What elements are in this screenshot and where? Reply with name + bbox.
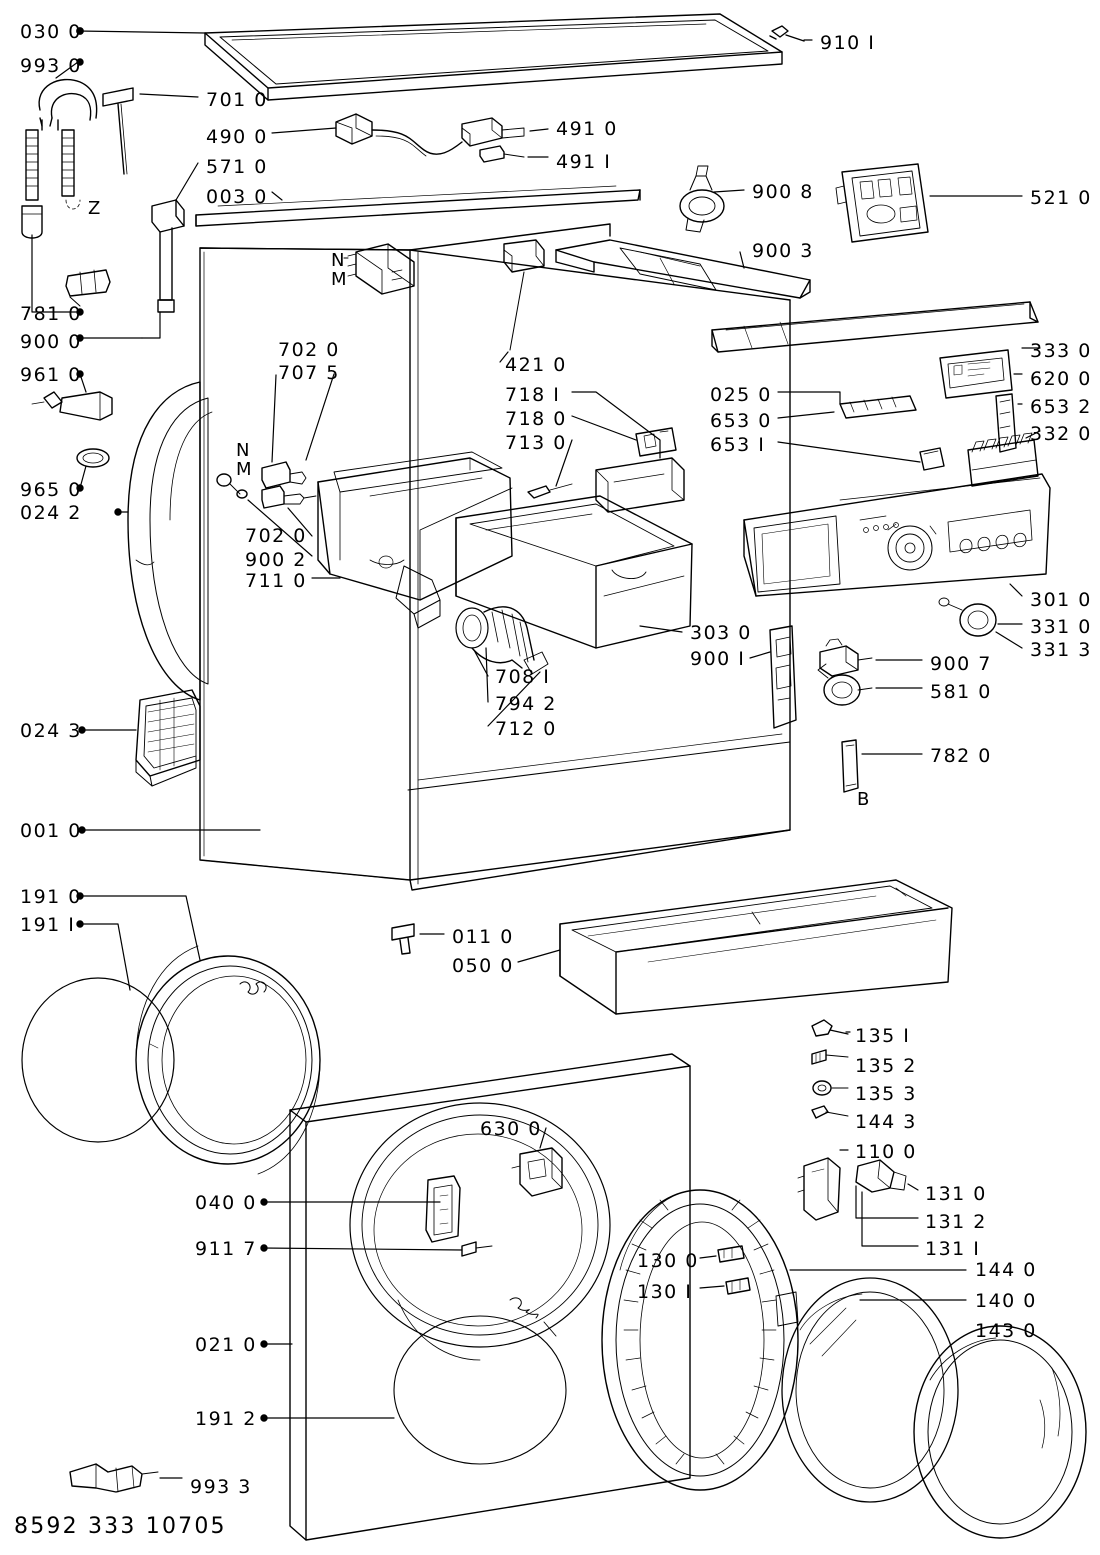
label-131-2: 131 2 — [925, 1211, 987, 1233]
label-900-3: 900 3 — [752, 240, 814, 262]
part-701-screw — [103, 88, 133, 174]
label-001-0: 001 0 — [20, 820, 82, 842]
label-491-0: 491 0 — [556, 118, 618, 140]
part-900-8-pressure-switch — [680, 166, 724, 232]
part-711-dispenser-housing — [318, 452, 512, 628]
part-040-hinge — [426, 1176, 460, 1242]
part-top-lid — [205, 14, 782, 100]
label-620-0: 620 0 — [1030, 368, 1092, 390]
mark-n-upper: N — [331, 250, 345, 271]
label-140-0: 140 0 — [975, 1290, 1037, 1312]
part-025-bracket — [840, 396, 916, 418]
label-718-0: 718 0 — [505, 408, 567, 430]
mark-z: Z — [88, 198, 101, 219]
part-993-hose — [22, 80, 97, 238]
label-131-0: 131 0 — [925, 1183, 987, 1205]
part-571-valve — [152, 200, 184, 312]
label-701-0: 701 0 — [206, 89, 268, 111]
label-332-0: 332 0 — [1030, 423, 1092, 445]
label-144-0: 144 0 — [975, 1259, 1037, 1281]
part-130-0-screw — [718, 1246, 744, 1262]
part-900-1-strip — [770, 626, 796, 728]
label-965-0: 965 0 — [20, 479, 82, 501]
part-333-rail — [712, 302, 1038, 352]
label-993-3: 993 3 — [190, 1476, 252, 1498]
part-421-connector — [504, 240, 544, 350]
label-708-1: 708 I — [495, 666, 551, 688]
label-491-1: 491 I — [556, 151, 612, 173]
label-191-0: 191 0 — [20, 886, 82, 908]
part-490-cord — [336, 114, 462, 156]
label-130-1: 130 I — [637, 1281, 693, 1303]
part-131-0-latch — [856, 1160, 906, 1192]
label-702-0-a: 702 0 — [278, 339, 340, 361]
label-144-3: 144 3 — [855, 1111, 917, 1133]
label-911-7: 911 7 — [195, 1238, 257, 1260]
label-021-0: 021 0 — [195, 1334, 257, 1356]
label-910-1: 910 I — [820, 32, 876, 54]
label-718-1: 718 I — [505, 384, 561, 406]
label-191-1: 191 I — [20, 914, 76, 936]
label-040-0: 040 0 — [195, 1192, 257, 1214]
label-131-1: 131 I — [925, 1238, 981, 1260]
label-024-2: 024 2 — [20, 502, 82, 524]
label-421-0: 421 0 — [505, 354, 567, 376]
part-911-7-screw — [462, 1242, 492, 1256]
part-718-cover — [596, 458, 684, 512]
label-794-2: 794 2 — [495, 693, 557, 715]
part-130-door-ring — [602, 1190, 798, 1490]
part-653-1-clip — [920, 448, 944, 470]
label-130-0: 130 0 — [637, 1250, 699, 1272]
label-303-0: 303 0 — [690, 622, 752, 644]
part-011-screw — [392, 924, 414, 954]
label-581-0: 581 0 — [930, 681, 992, 703]
mark-m-lower: M — [236, 459, 253, 480]
label-653-1: 653 I — [710, 434, 766, 456]
label-003-0: 003 0 — [206, 186, 268, 208]
label-713-0: 713 0 — [505, 432, 567, 454]
part-491-terminal — [480, 146, 524, 162]
label-110-0: 110 0 — [855, 1141, 917, 1163]
part-spring-left — [240, 982, 266, 994]
part-spring-right — [510, 1298, 556, 1336]
part-993-3-clamp — [70, 1464, 158, 1492]
label-135-3: 135 3 — [855, 1083, 917, 1105]
part-140-door-glass — [782, 1278, 958, 1502]
part-521-module — [836, 164, 928, 242]
part-630-lock — [512, 1148, 562, 1196]
label-993-0: 993 0 — [20, 55, 82, 77]
label-521-0: 521 0 — [1030, 187, 1092, 209]
part-702-fitting — [262, 486, 316, 508]
part-900-clip — [66, 270, 110, 296]
label-331-0: 331 0 — [1030, 616, 1092, 638]
label-782-0: 782 0 — [930, 745, 992, 767]
part-332-0-terminal-block — [968, 433, 1038, 486]
part-910-screw — [770, 26, 804, 41]
part-valve-block — [348, 244, 414, 294]
label-050-0: 050 0 — [452, 955, 514, 977]
mark-n-lower: N — [236, 440, 250, 461]
label-571-0: 571 0 — [206, 156, 268, 178]
part-900-7-connector — [820, 639, 872, 676]
label-030-0: 030 0 — [20, 21, 82, 43]
label-900-8: 900 8 — [752, 181, 814, 203]
label-135-1: 135 I — [855, 1025, 911, 1047]
part-707-5-fitting — [262, 462, 306, 488]
part-110-0-hinge — [798, 1158, 840, 1220]
part-961-tool — [32, 392, 112, 420]
label-712-0: 712 0 — [495, 718, 557, 740]
part-782-element — [842, 740, 858, 792]
label-143-0: 143 0 — [975, 1320, 1037, 1342]
part-024-filter — [136, 690, 200, 786]
part-050-plinth — [560, 880, 952, 1014]
part-135-1-bolt — [812, 1020, 848, 1036]
label-653-0: 653 0 — [710, 410, 772, 432]
label-702-0-b: 702 0 — [245, 525, 307, 547]
part-144-3-screw — [812, 1106, 848, 1118]
label-025-0: 025 0 — [710, 384, 772, 406]
part-620-pcb — [940, 350, 1012, 398]
label-900-0: 900 0 — [20, 331, 82, 353]
label-135-2: 135 2 — [855, 1055, 917, 1077]
part-130-1-screw — [726, 1278, 750, 1294]
label-490-0: 490 0 — [206, 126, 268, 148]
label-024-3: 024 3 — [20, 720, 82, 742]
part-718-0-hinge — [636, 428, 676, 456]
part-191-seal — [136, 946, 320, 1174]
label-781-0: 781 0 — [20, 303, 82, 325]
part-491-connector — [462, 118, 524, 146]
label-707-5: 707 5 — [278, 362, 340, 384]
part-191-2-seal — [394, 1316, 566, 1464]
label-301-0: 301 0 — [1030, 589, 1092, 611]
part-135-3-washer — [813, 1081, 848, 1095]
label-900-2: 900 2 — [245, 549, 307, 571]
footer-code: 8592 333 10705 — [14, 1514, 227, 1539]
label-900-7: 900 7 — [930, 653, 992, 675]
part-581-capacitor — [818, 664, 872, 705]
label-630-0: 630 0 — [480, 1118, 542, 1140]
label-331-3: 331 3 — [1030, 639, 1092, 661]
label-961-0: 961 0 — [20, 364, 82, 386]
part-303-drawer — [456, 496, 692, 648]
label-191-2: 191 2 — [195, 1408, 257, 1430]
mark-m-upper: M — [331, 269, 348, 290]
mark-b: B — [857, 789, 870, 810]
label-011-0: 011 0 — [452, 926, 514, 948]
label-711-0: 711 0 — [245, 570, 307, 592]
part-965-grommet — [77, 449, 109, 467]
part-135-2-screw — [812, 1050, 848, 1064]
label-653-2: 653 2 — [1030, 396, 1092, 418]
part-331-knob — [939, 598, 996, 636]
label-333-0: 333 0 — [1030, 340, 1092, 362]
part-713-screw — [528, 484, 572, 498]
part-708-hose — [456, 607, 548, 674]
label-900-1: 900 I — [690, 648, 746, 670]
